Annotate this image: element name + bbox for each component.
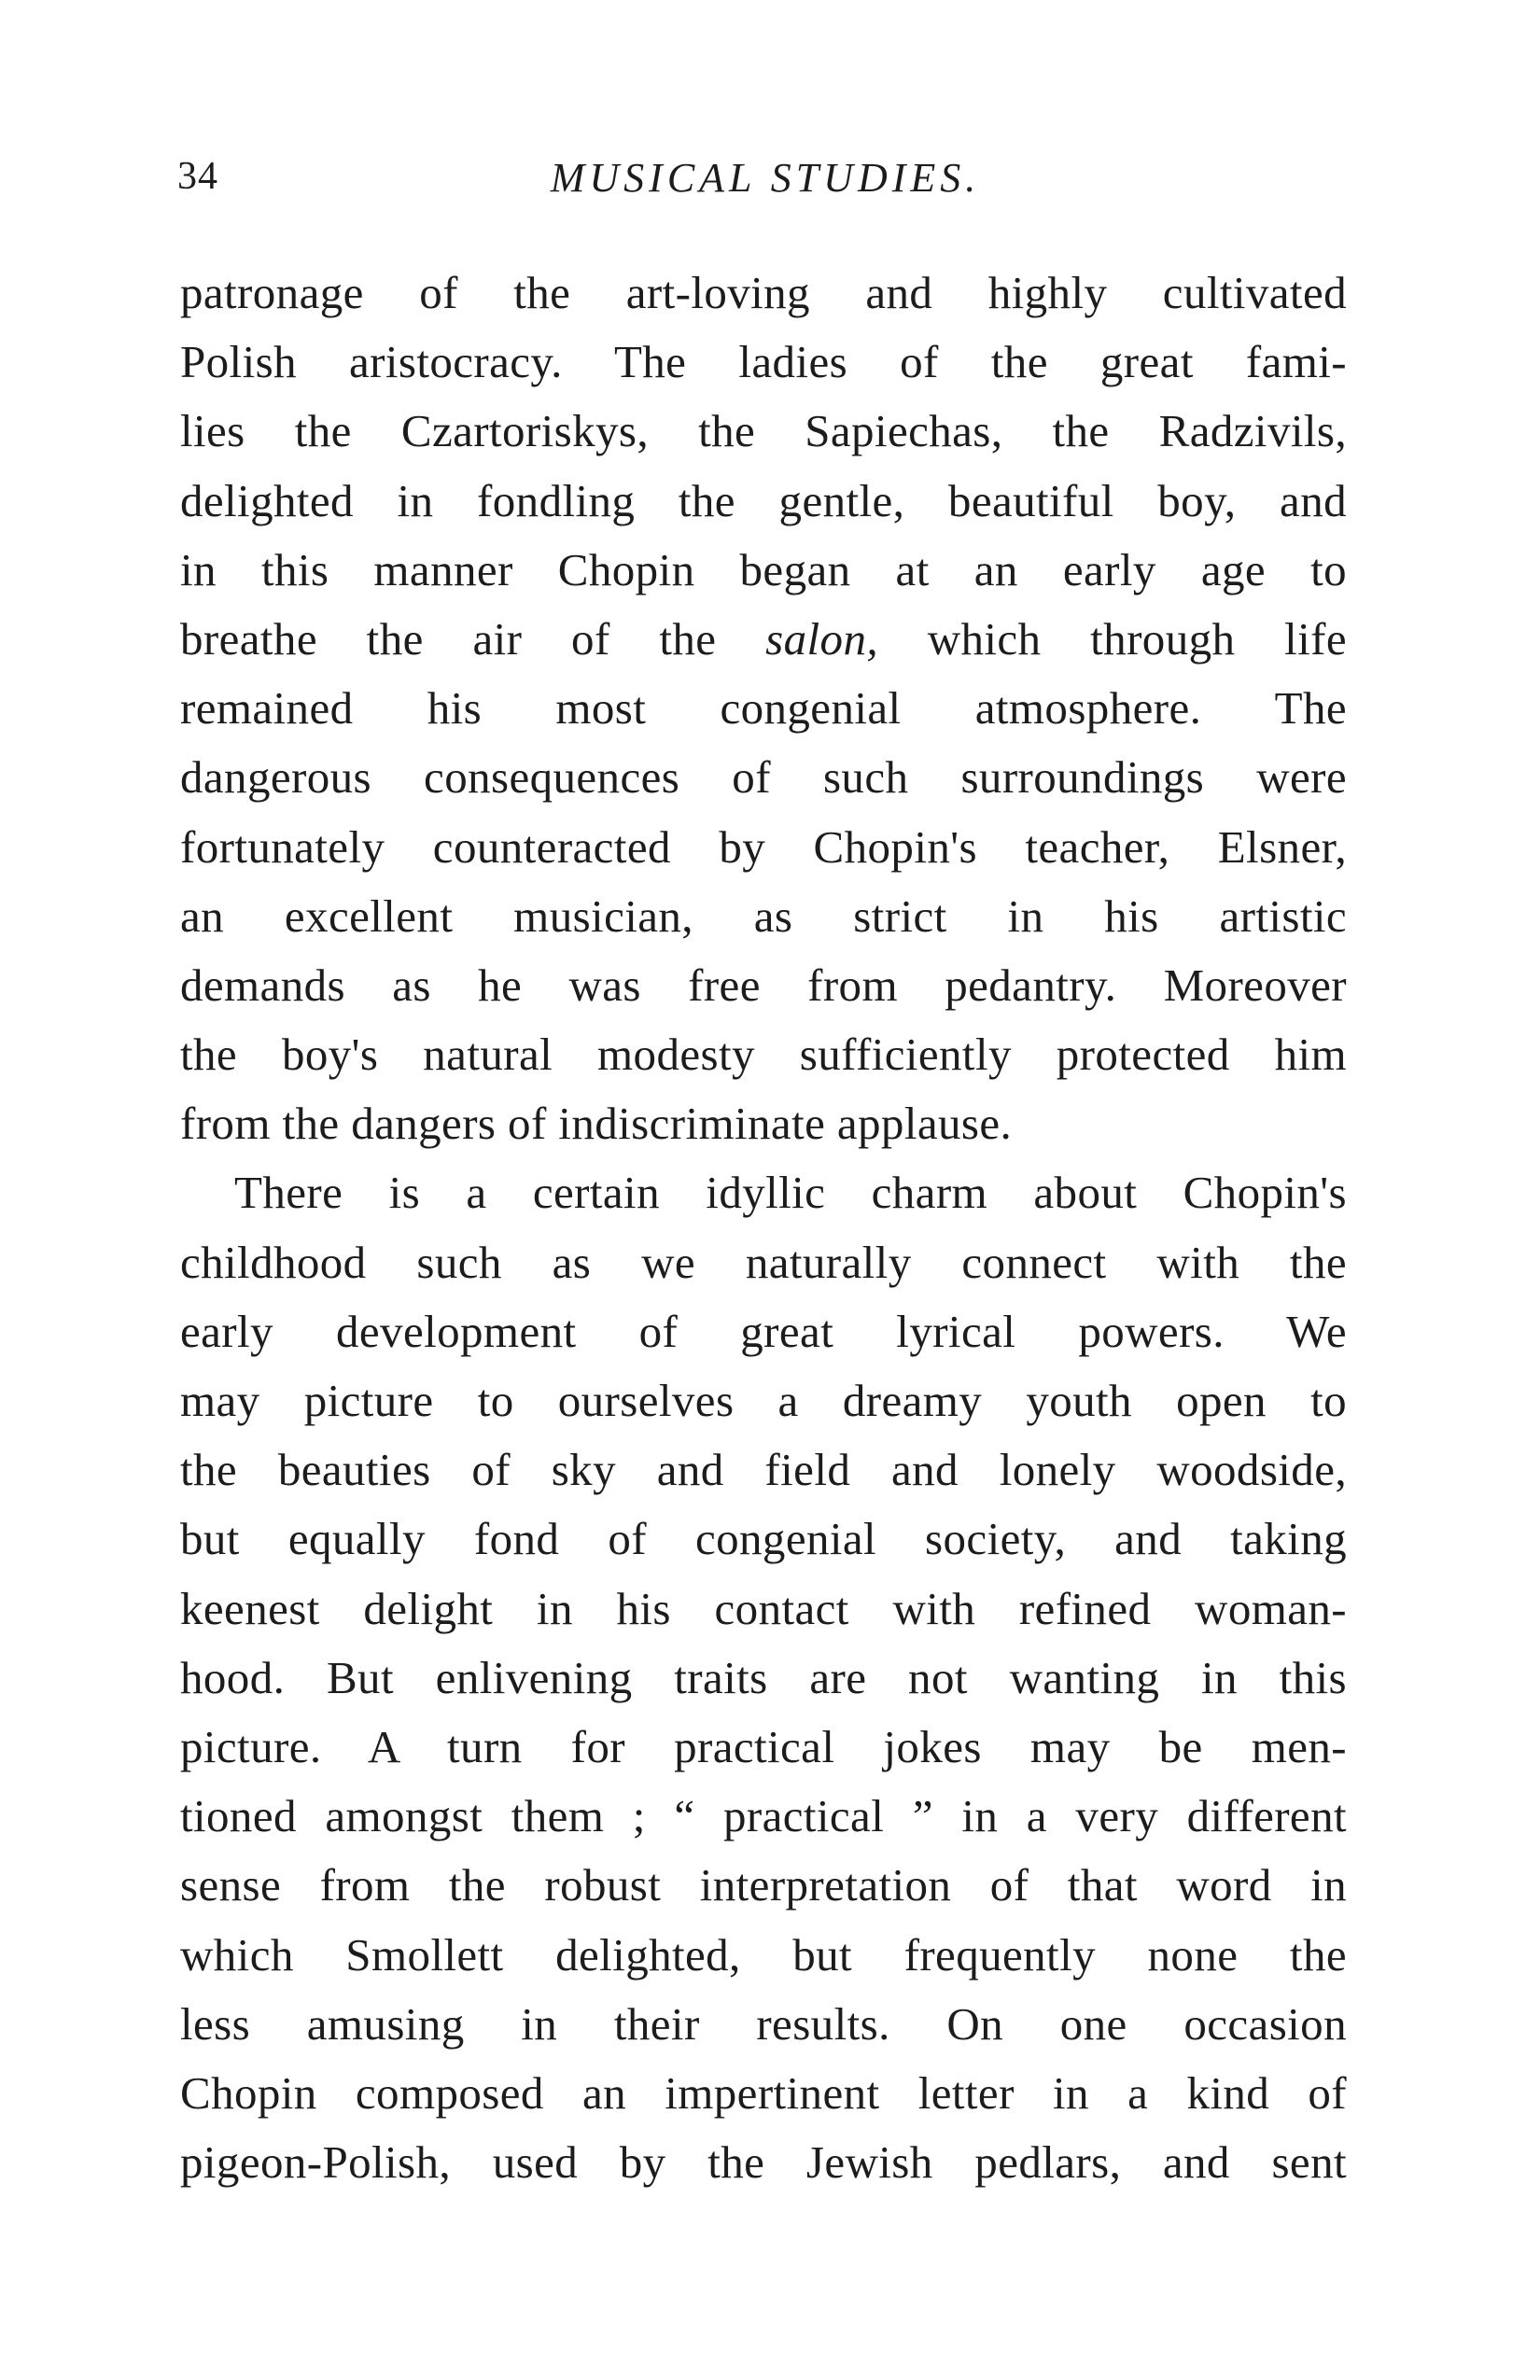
text-segment: breathe the air of the — [180, 612, 766, 665]
italic-word: salon, — [765, 612, 878, 665]
running-title: MUSICAL STUDIES. — [550, 155, 981, 201]
text-line: remained his most congenial atmosphere. The — [180, 682, 1347, 735]
text-line: less amusing in their results. On one occasion — [180, 1997, 1347, 2050]
text-line: fortunately counteracted by Chopin's teacher, Elsner, — [180, 820, 1347, 873]
text-line: but equally fond of congenial society, and taking — [180, 1513, 1347, 1565]
text-line: early development of great lyrical powers. We — [180, 1305, 1347, 1357]
text-line: delighted in fondling the gentle, beautiful boy, and — [180, 474, 1347, 526]
text-segment: which through life — [878, 612, 1347, 665]
page-number: 34 — [177, 155, 218, 198]
text-line — [180, 605, 1347, 674]
text-line: patronage of the art-loving and highly cultivated — [180, 267, 1347, 318]
text-line: lies the Czartoriskys, the Sapiechas, the Radzivils, — [180, 405, 1347, 457]
text-line: from the dangers of indiscriminate applause. — [180, 1098, 1013, 1150]
text-line: may picture to ourselves a dreamy youth open to — [180, 1375, 1347, 1426]
text-line: the beauties of sky and field and lonely woodside, — [180, 1444, 1347, 1496]
paragraph-2 — [180, 1158, 1347, 2197]
text-line: keenest delight in his contact with refined woman- — [180, 1582, 1347, 1634]
paragraph-1 — [180, 259, 1347, 1158]
text-line: hood. But enlivening traits are not wanting in this — [180, 1651, 1347, 1703]
text-line: sense from the robust interpretation of that word in — [180, 1859, 1347, 1911]
body-text — [180, 259, 1347, 2197]
text-line: in this manner Chopin began at an early age to — [180, 543, 1347, 595]
text-line: Chopin composed an impertinent letter in a kind of — [180, 2066, 1347, 2119]
text-line: childhood such as we naturally connect with the — [180, 1236, 1347, 1288]
text-line: pigeon-Polish, used by the Jewish pedlars, and sent — [180, 2136, 1347, 2189]
text-line: Polish aristocracy. The ladies of the great fami- — [180, 336, 1347, 388]
text-line: the boy's natural modesty sufficiently protected him — [180, 1029, 1347, 1081]
text-line: picture. A turn for practical jokes may be men- — [180, 1720, 1347, 1772]
page-header — [177, 154, 1353, 210]
text-line: which Smollett delighted, but frequently none the — [180, 1928, 1347, 1981]
text-line: demands as he was free from pedantry. Moreover — [180, 959, 1347, 1011]
text-line: There is a certain idyllic charm about Chopin's — [234, 1167, 1347, 1219]
text-line: tioned amongst them ; “ practical ” in a very different — [180, 1790, 1347, 1842]
text-line: an excellent musician, as strict in his artistic — [180, 889, 1347, 942]
text-line: dangerous consequences of such surroundings were — [180, 751, 1347, 804]
